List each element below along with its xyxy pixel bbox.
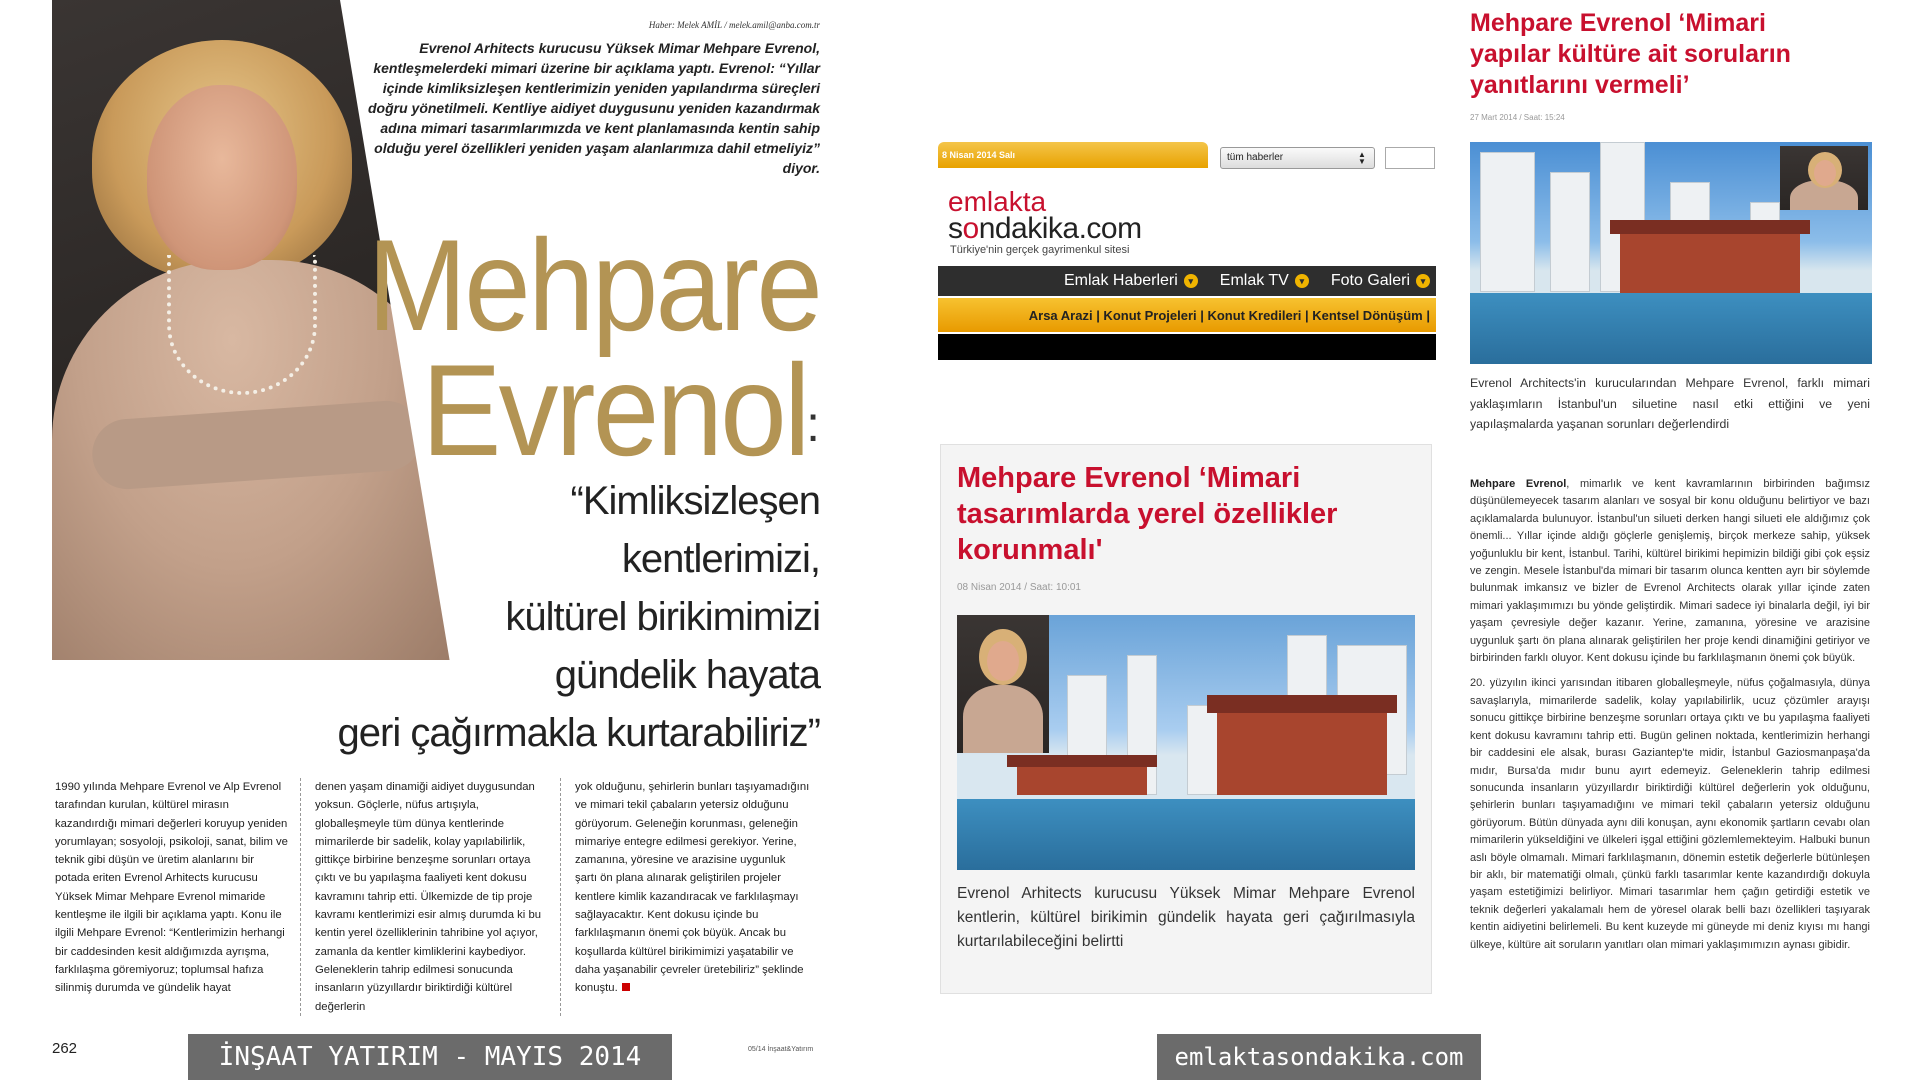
category-select-value: tüm haberler (1227, 152, 1284, 163)
nav-item-foto-galeri[interactable]: Foto Galeri ▾ (1331, 272, 1430, 290)
article-paragraph: 20. yüzyılın ikinci yarısından itibaren globalleşmeyle, nüfus çoğalmasıyla, dünya savaşlarıyla, mimarilerde sadelik, kolay yapılabilirlik, ucuz çözümler arayışı sonucu gittikçe birbirine benzeşme sorunları ortaya çıktı ve bu yapılaşma faaliyeti kent dokusu kavramını tahrip etti. Bugün gelinen noktada, kentlerimizin herhangi bir caddesini ele alsak, burası Gaziantep'te midir, İstanbul Gaziosmanpaşa'da mıdır, Bursa'da mıdır bunu ayırt edemeyiz. Geleneklerin tahrip edilmesi sonucunda insanların yüzyıllardır biriktirdiği kültürel değerlerin yok olduğunu, şehirlerin bunları taşıyamadığını ve mimari tekil çabaların yetersiz olduğunu görüyorum. Bütün dünyada aynı dili konuşan, aynı ekonomik şartların cevabı olan mimarilerin yükseldiğini ve ülkeleri işgal ettiğini gözlemlemekteyim. Halbuki bunun aslı böyle olmamalı. Mimari farklılaşmanın, dönemin estetik değerlerle bütünleşen bir aklı, bir matematiği olmalı, çünkü farklı tasarımlar kente kazandırdığı dokuyla yaşam estetiğimizi belirliyor. Mimari tasarımlar hem çağın getirdiği estetik ve teknik değerleri yakalamalı hem de yöresel olarak belli bazı özellikleri taşıyarak kentin aidiyetini belirlemeli. Bu kent kuzeyde mi güneyde mi deniz kıyısı mı hangi ülkeye, kültüre ait soruların yanıtları olan mimari yaklaşımımızın aynası gibidir. (1470, 677, 1870, 951)
news-card-summary: Evrenol Arhitects kurucusu Yüksek Mimar Mehpare Evrenol kentlerin, kültürel birikimin gündelik hayata geri çağırılmasıyla kurtarılabileceğini belirtti (957, 885, 1415, 950)
news-card-image[interactable] (957, 615, 1415, 870)
category-select[interactable] (1220, 147, 1375, 169)
headline-colon: : (806, 396, 820, 452)
chevron-down-icon: ▾ (1295, 274, 1309, 288)
site-logo-bottom[interactable]: sondakika.com (948, 212, 1142, 245)
nav-item-emlak-haberleri[interactable]: Emlak Haberleri ▾ (1064, 272, 1198, 290)
select-arrows-icon: ▲ ▼ (1358, 150, 1366, 166)
quote-line: geri çağırmakla kurtarabiliriz” (337, 711, 820, 755)
article-date: 27 Mart 2014 / Saat: 15:24 (1470, 113, 1565, 122)
news-card-title[interactable]: Mehpare Evrenol ‘Mimari tasarımlarda yerel özellikler korunmalı' (957, 462, 1338, 566)
body-columns (55, 778, 820, 1016)
chevron-down-icon: ▾ (1184, 274, 1198, 288)
date-bar: 8 Nisan 2014 Salı (938, 142, 1208, 168)
nav-spacer-bar (938, 334, 1436, 360)
page-number: 262 (52, 1040, 78, 1057)
main-nav (938, 266, 1436, 296)
article-image[interactable] (1470, 142, 1872, 364)
source-banner-website: emlaktasondakika.com (1157, 1034, 1481, 1080)
article-paragraph: Mehpare Evrenol, mimarlık ve kent kavramlarının birbirinden bağımsız düşünülemeyecek tasarım alanları ve sosyal bir konu olduğunu belirtiyor ve bazı açıklamalarda bulunuyor. İstanbul'un silueti derken hangi silueti ele aldığımız çok önemli... Yıllar içinde aldığı göçlerle genişlemiş, birçok merkeze sahip, yüksek yoğunluklu bir kent, İstanbul. Tarihi, kültürel birikimi hepimizin bildiği gibi çok eşsiz ve zengin. Mesele İstanbul'da mimari bir tasarım olunca kentten ayrı bir söylemde bulunmak imkansız ve bizler de Evrenol Architects olarak yıllar içinde zaten mimari yaklaşımımızı bu yönde geliştirdik. Mimari sadece iyi binalarla değil, iyi bir yaşam çevresiyle değer kazanır. Yerine, zamanına, yöresine ve arazisine uygunluk şartı ön plana alınarak geliştirilen her proje kendi dinamiğini getiriyor ve birbirinden farklı oluyor. Kent dokusu içinde bu farklılaşmanın önemi çok büyük. (1470, 478, 1870, 665)
byline: Haber: Melek AMİL / melek.amil@anba.com.tr (648, 20, 820, 30)
search-input[interactable] (1385, 147, 1435, 169)
chevron-down-icon: ▾ (1416, 274, 1430, 288)
sub-nav[interactable]: Arsa Arazi | Konut Projeleri | Konut Kredileri | Kentsel Dönüşüm | (938, 298, 1436, 332)
site-logo-top[interactable]: emlakta (948, 186, 1047, 217)
quote-line: kentlerimizi, (621, 537, 820, 581)
magazine-page (0, 0, 880, 1080)
article-title[interactable]: Mehpare Evrenol ‘Mimari yapılar kültüre ait soruların yanıtlarını vermeli’ (1470, 9, 1791, 99)
intro-paragraph: Evrenol Arhitects kurucusu Yüksek Mimar Mehpare Evrenol, kentleşmelerdeki mimari üzerine bir açıklama yaptı. Evrenol: “Yıllar içinde kimliksizleşen kentlerimizin yeniden yapılandırma süreçleri doğru yönetilmeli. Kentliye aidiyet duygusunu yeniden kazandırmak adına mimari tasarımlarımızda ve kent planlamasında kentin sahip olduğu yerel özellikleri yeniden yaşam alanlarımıza dahil etmeliyiz” diyor. (368, 40, 820, 176)
end-mark-icon (622, 983, 630, 991)
news-card-date: 08 Nisan 2014 / Saat: 10:01 (957, 582, 1081, 593)
nav-item-emlak-tv[interactable]: Emlak TV ▾ (1220, 272, 1309, 290)
site-tagline: Türkiye'nin gerçek gayrimenkul sitesi (950, 244, 1130, 256)
headline-name-first: Mehpare (367, 212, 820, 358)
source-banner-magazine: İNŞAAT YATIRIM - MAYIS 2014 (188, 1034, 672, 1080)
headline-name-last: Evrenol (421, 337, 808, 483)
body-column-text: yok olduğunu, şehirlerin bunları taşıyamadığını ve mimari tekil çabaların yetersiz olduğunu görüyorum. Geleneğin korunması, geleneğin mimariye entegre edilmesi gerekiyor. Yerine, zamanına, yöresine ve arazisine uygunluk şartı ön plana alınarak geliştirilen projeler kentlere kimlik kazandıracak ve farklılaşmayı sağlayacaktır. Kent dokusu içinde bu farklılaşmanın önemi çok büyük. Ancak bu koşullarda kültürel birikimimizi yaşatabilir ve daha yaşanabilir çevreler üretebiliriz” şeklinde konuştu. (575, 781, 810, 995)
quote-line: gündelik hayata (554, 653, 820, 697)
article-lead: Evrenol Architects'in kurucularından Mehpare Evrenol, farklı mimari yaklaşımların İstanbul'un siluetine nasıl etki ettiğini ve yeni yapılaşmalarda yaşanan sorunları değerlendirdi (1470, 376, 1870, 431)
folio: 05/14 İnşaat&Yatırım (748, 1046, 814, 1053)
quote-line: “Kimliksizleşen (570, 479, 820, 523)
article-bold-name: Mehpare Evrenol (1470, 478, 1567, 490)
body-column: denen yaşam dinamiği aidiyet duygusundan yoksun. Göçlerle, nüfus artışıyla, globalleşmeyle tüm dünya kentlerinde mimarilerde bir sadelik, kolay yapılabilirlik, gittikçe birbirine benzeşme sorunları ortaya çıktı ve bu yapılaşma faaliyeti kent dokusu kavramını tahrip etti. Ülkemizde de tip proje kavramı kentlerimizi esir almış durumda ki bu kentin yerel özelliklerinin tahribine yol açıyor, zamanla da kentler kimliklerini kaybediyor. Geleneklerin tahrip edilmesi sonucunda insanların yüzyıllardır biriktirdiği kültürel değerlerin (315, 778, 561, 1016)
article-body (1470, 476, 1870, 962)
body-column (575, 778, 820, 1016)
quote-line: kültürel birikimimizi (505, 595, 820, 639)
body-column: 1990 yılında Mehpare Evrenol ve Alp Evrenol tarafından kurulan, kültürel mirasın kazandırdığı mimari değerleri koruyup yeniden yorumlayan; sosyoloji, psikoloji, sanat, bilim ve teknik gibi düşün ve üretim alanlarını bir potada eriten Evrenol Arhitects kurucusu Yüksek Mimar Mehpare Evrenol mimaride kentleşme ile ilgili bir açıklama yaptı. Konu ile ilgili Mehpare Evrenol: “Kentlerimizin herhangi bir caddesinden kesit aldığımızda ayrışma, farklılaşma göremiyoruz; toplumsal hafıza silinmiş durumda ve gündelik hayat (55, 778, 301, 1016)
